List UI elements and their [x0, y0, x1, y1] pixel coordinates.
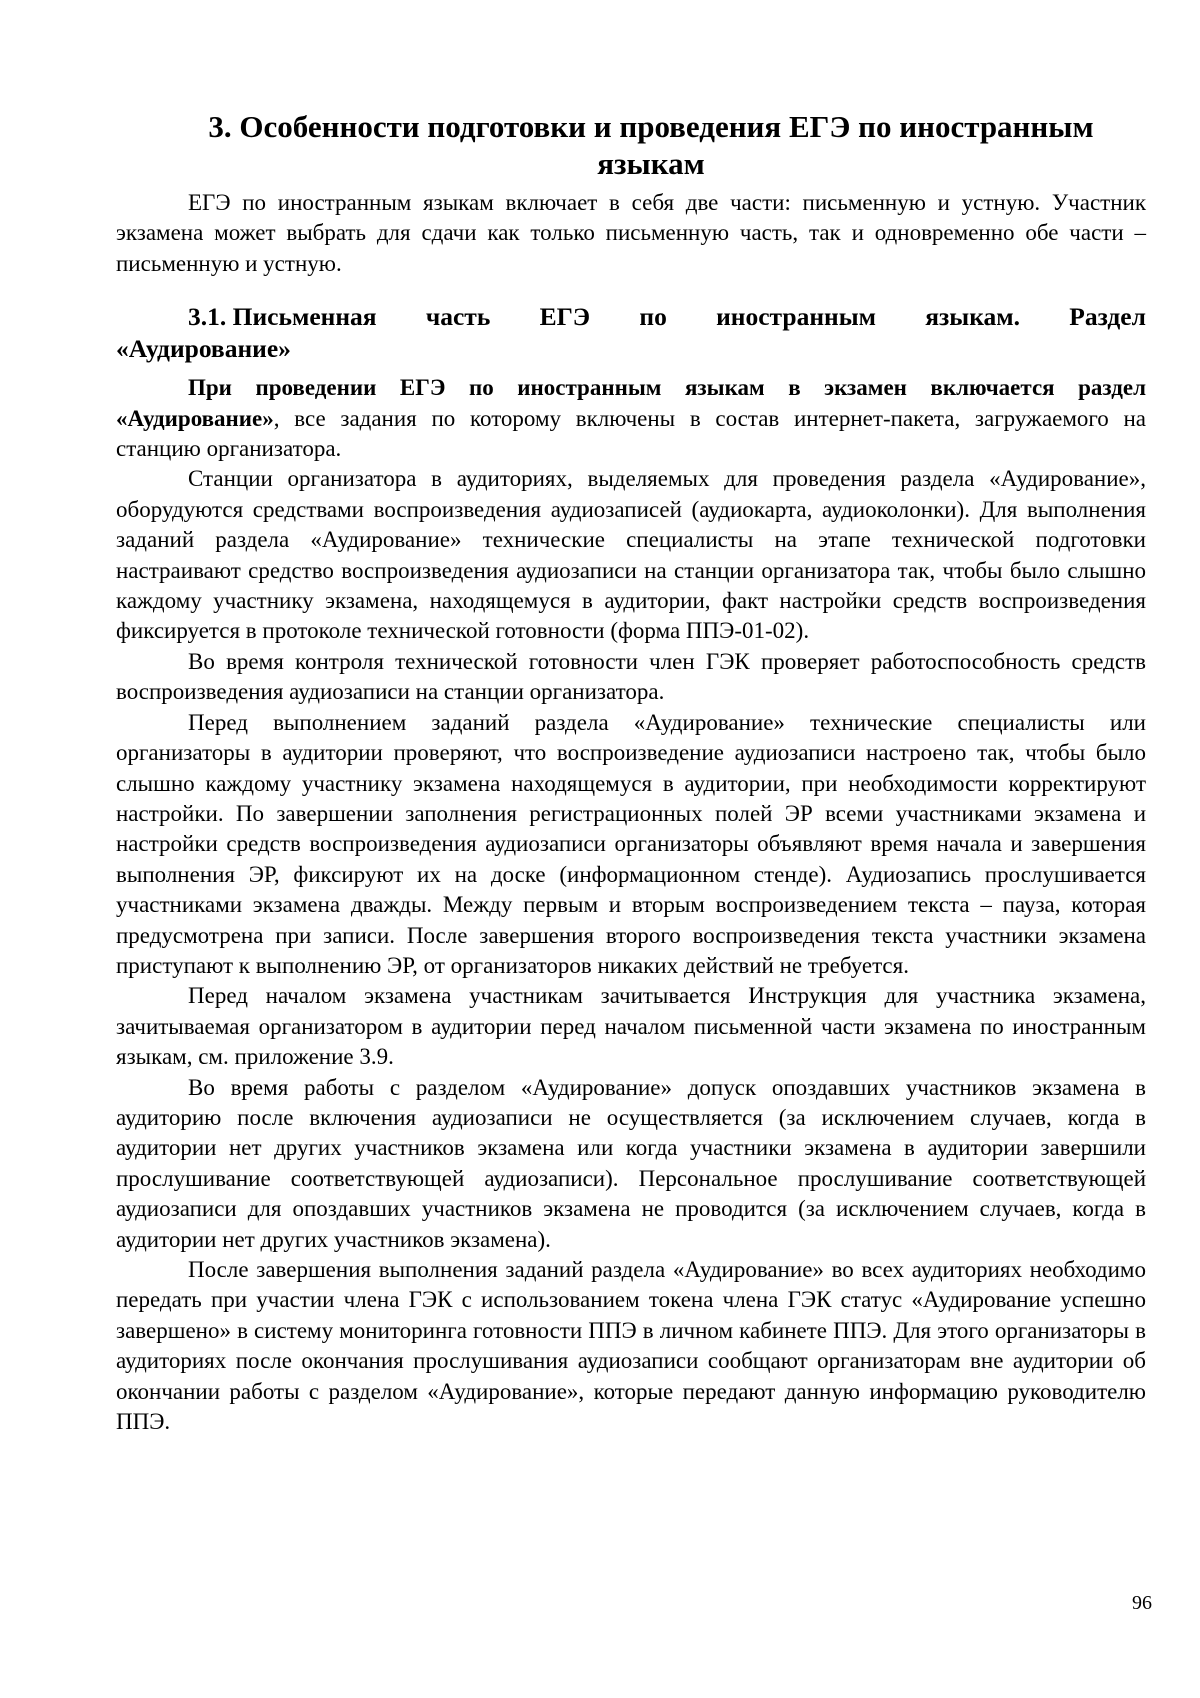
subsection-title-word: по [639, 302, 667, 332]
subsection-title-word: ЕГЭ [539, 302, 591, 332]
subsection-title-word: часть [425, 302, 491, 332]
document-page [116, 108, 1146, 1437]
paragraph-2: Станции организатора в аудиториях, выделяемых для проведения раздела «Аудирование», оборудуются средствами воспроизведения аудиозаписей (аудиокарта, аудиоколонки). Для выполнения заданий раздела «Аудирование» технические специалисты на этапе технической подготовки настраивают средство воспроизведения аудиозаписи на станции организатора так, чтобы было слышно каждому участнику экзамена, находящемуся в аудитории, факт настройки средств воспроизведения фиксируется в протоколе технической готовности (форма ППЭ-01-02). [116, 466, 1146, 644]
paragraph-1-bold: При проведении ЕГЭ по иностранным языкам в экзамен включается раздел «Аудирование» [116, 375, 1146, 431]
paragraph-1-rest: , все задания по которому включены в состав интернет-пакета, загружаемого на станцию организатора. [116, 405, 1146, 462]
section-title: 3. Особенности подготовки и проведения ЕГЭ по иностранным языкам [208, 109, 1094, 181]
subsection-title [116, 301, 1146, 365]
paragraph-5: Перед началом экзамена участникам зачитывается Инструкция для участника экзамена, зачитываемая организатором в аудитории перед началом письменной части экзамена по иностранным языкам, см. приложение 3.9. [116, 983, 1146, 1070]
paragraph-1 [116, 373, 1146, 464]
paragraph-4: Перед выполнением заданий раздела «Аудирование» технические специалисты или организаторы в аудитории проверяют, что воспроизведение аудиозаписи настроено так, чтобы было слышно каждому участнику экзамена находящемуся в аудитории, при необходимости корректируют настройки. По завершении заполнения регистрационных полей ЭР всеми участниками экзамена и настройки средств воспроизведения аудиозаписи организаторы объявляют время начала и завершения выполнения ЭР, фиксируют их на доске (информационном стенде). Аудиозапись прослушивается участниками экзамена дважды. Между первым и вторым воспроизведением текста – пауза, которая предусмотрена при записи. После завершения второго воспроизведения текста участники экзамена приступают к выполнению ЭР, от организаторов никаких действий не требуется. [116, 709, 1146, 978]
paragraph-3: Во время контроля технической готовности член ГЭК проверяет работоспособность средств воспроизведения аудиозаписи на станции организатора. [116, 648, 1146, 705]
subsection-title-word: иностранным [716, 302, 876, 332]
subsection-title-line1 [116, 301, 1146, 333]
paragraph-7: После завершения выполнения заданий раздела «Аудирование» во всех аудиториях необходимо передать при участии члена ГЭК с использованием токена члена ГЭК статус «Аудирование успешно завершено» в систему мониторинга готовности ППЭ в личном кабинете ППЭ. Для этого организаторы в аудиториях после окончания прослушивания аудиозаписи сообщают организаторам вне аудитории об окончании работы с разделом «Аудирование», которые передают данную информацию руководителю ППЭ. [116, 1257, 1146, 1435]
subsection-title-line2: «Аудирование» [116, 334, 291, 364]
paragraph-6: Во время работы с разделом «Аудирование» допуск опоздавших участников экзамена в аудиторию после включения аудиозаписи не осуществляется (за исключением случаев, когда в аудитории нет других участников экзамена или когда участники экзамена в аудитории завершили прослушивание соответствующей аудиозаписи). Персональное прослушивание соответствующей аудиозаписи для опоздавших участников экзамена не проводится (за исключением случаев, когда в аудитории нет других участников экзамена). [116, 1074, 1146, 1252]
intro-paragraph: ЕГЭ по иностранным языкам включает в себя две части: письменную и устную. Участник экзамена может выбрать для сдачи как только письменную часть, так и одновременно обе части – письменную и устную. [116, 190, 1146, 276]
subsection-title-word: Раздел [1069, 302, 1146, 332]
page-number: 96 [1132, 1592, 1152, 1614]
subsection-title-word: 3.1. Письменная [188, 302, 377, 332]
subsection-title-word: языкам. [925, 302, 1021, 332]
